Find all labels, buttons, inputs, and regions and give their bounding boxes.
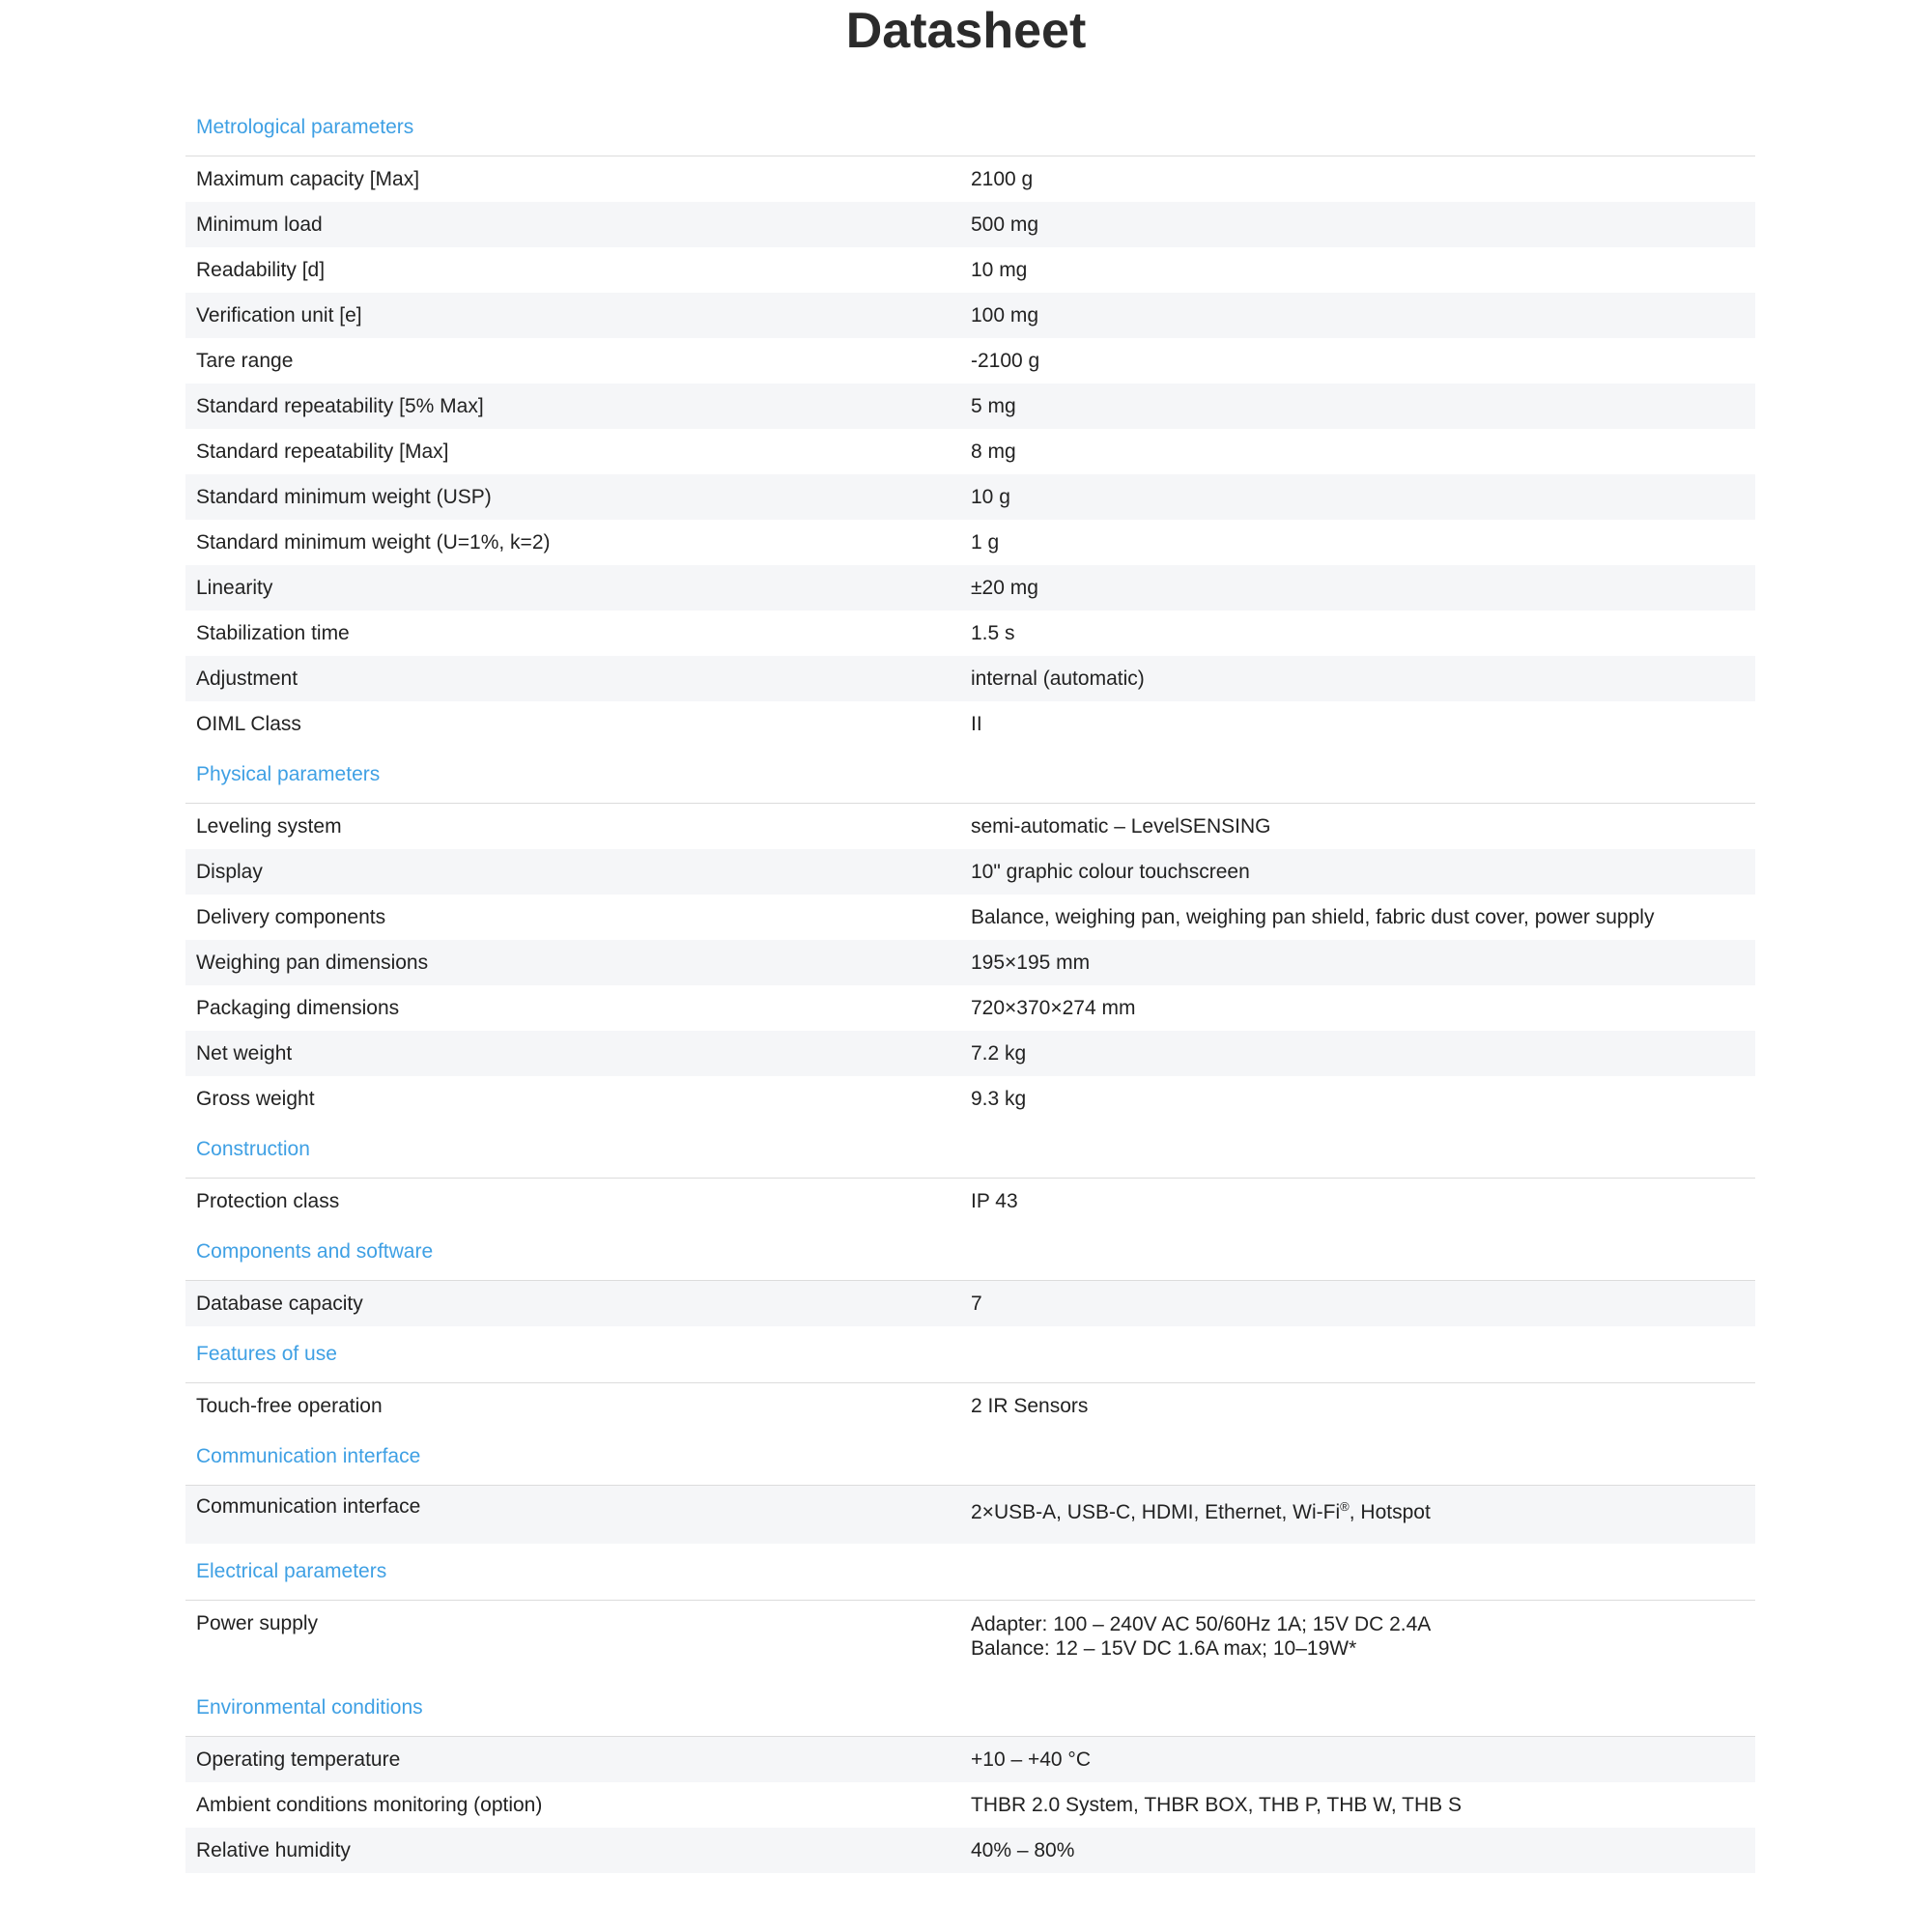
- table-row: [185, 895, 1755, 940]
- row-label: Gross weight: [196, 1087, 315, 1110]
- row-value: 2100 g: [971, 167, 1034, 190]
- section-header-metrological: Metrological parameters: [185, 99, 1755, 156]
- table-row: [185, 565, 1755, 611]
- table-row: [185, 1076, 1755, 1122]
- row-label: Standard repeatability [5% Max]: [196, 394, 484, 417]
- table-row: [185, 338, 1755, 384]
- table-row: [185, 474, 1755, 520]
- row-value: 1 g: [971, 530, 1000, 554]
- row-value: [971, 1495, 1755, 1524]
- table-row: [185, 656, 1755, 701]
- row-label: Minimum load: [196, 213, 323, 236]
- page-title: Datasheet: [845, 3, 1087, 59]
- row-label: Tare range: [196, 349, 294, 372]
- section-header-components: Components and software: [185, 1224, 1755, 1281]
- power-adapter-line: Adapter: 100 – 240V AC 50/60Hz 1A; 15V DC 2.4A: [971, 1613, 1432, 1635]
- row-label: Ambient conditions monitoring (option): [196, 1793, 543, 1816]
- row-value: ±20 mg: [971, 576, 1038, 599]
- table-row: [185, 247, 1755, 293]
- row-label: Operating temperature: [196, 1747, 401, 1771]
- power-balance-line: Balance: 12 – 15V DC 1.6A max; 10–19W*: [971, 1637, 1357, 1660]
- table-row: [185, 1179, 1755, 1224]
- datasheet-table: [185, 99, 1755, 1873]
- row-label: Standard minimum weight (U=1%, k=2): [196, 530, 551, 554]
- section-rows-environmental: [185, 1737, 1755, 1873]
- section-rows-electrical: [185, 1601, 1755, 1680]
- section-header-communication: Communication interface: [185, 1429, 1755, 1486]
- row-value: 5 mg: [971, 394, 1016, 417]
- row-value: 9.3 kg: [971, 1087, 1027, 1110]
- table-row: [185, 429, 1755, 474]
- table-row: [185, 1828, 1755, 1873]
- table-row: [185, 701, 1755, 747]
- row-label: Weighing pan dimensions: [196, 951, 429, 974]
- row-label: Database capacity: [196, 1292, 363, 1315]
- row-value: internal (automatic): [971, 667, 1145, 690]
- row-label: Standard minimum weight (USP): [196, 485, 492, 508]
- table-row: [185, 1486, 1755, 1544]
- row-label: Relative humidity: [196, 1838, 351, 1861]
- table-row: [185, 804, 1755, 849]
- row-label: Communication interface: [196, 1495, 421, 1518]
- table-row: [185, 1281, 1755, 1326]
- row-value: semi-automatic – LevelSENSING: [971, 814, 1271, 838]
- row-value: 1.5 s: [971, 621, 1015, 644]
- table-row: [185, 849, 1755, 895]
- row-label: Delivery components: [196, 905, 386, 928]
- row-label: Power supply: [196, 1612, 319, 1634]
- row-label: Touch-free operation: [196, 1394, 383, 1417]
- row-value: 7: [971, 1292, 982, 1315]
- row-label: Display: [196, 860, 263, 883]
- table-row: [185, 1782, 1755, 1828]
- table-row: [185, 384, 1755, 429]
- section-rows-metrological: [185, 156, 1755, 747]
- table-row: [185, 985, 1755, 1031]
- row-label: OIML Class: [196, 712, 301, 735]
- row-value: THBR 2.0 System, THBR BOX, THB P, THB W, THB S: [971, 1793, 1463, 1816]
- row-value: 720×370×274 mm: [971, 996, 1136, 1019]
- row-value: 7.2 kg: [971, 1041, 1027, 1065]
- section-rows-components: [185, 1281, 1755, 1326]
- table-row: [185, 202, 1755, 247]
- section-header-electrical: Electrical parameters: [185, 1544, 1755, 1601]
- row-label: Protection class: [196, 1189, 340, 1212]
- row-label: Stabilization time: [196, 621, 350, 644]
- row-value: II: [971, 712, 982, 735]
- section-header-construction: Construction: [185, 1122, 1755, 1179]
- comm-value-suffix: , Hotspot: [1349, 1501, 1431, 1523]
- row-value: 195×195 mm: [971, 951, 1091, 974]
- row-value: -2100 g: [971, 349, 1040, 372]
- section-header-environmental: Environmental conditions: [185, 1680, 1755, 1737]
- section-rows-physical: [185, 804, 1755, 1122]
- table-row: [185, 156, 1755, 202]
- table-row: [185, 940, 1755, 985]
- table-row: [185, 1031, 1755, 1076]
- row-value: +10 – +40 °C: [971, 1747, 1091, 1771]
- row-label: Readability [d]: [196, 258, 326, 281]
- row-value: 2 IR Sensors: [971, 1394, 1089, 1417]
- table-row: [185, 611, 1755, 656]
- section-rows-communication: [185, 1486, 1755, 1544]
- row-label: Verification unit [e]: [196, 303, 362, 327]
- table-row: [185, 1601, 1755, 1680]
- row-value: IP 43: [971, 1189, 1018, 1212]
- table-row: [185, 1737, 1755, 1782]
- section-header-features: Features of use: [185, 1326, 1755, 1383]
- registered-mark: ®: [1340, 1499, 1350, 1514]
- row-label: Adjustment: [196, 667, 298, 690]
- table-row: [185, 293, 1755, 338]
- comm-value-text: 2×USB-A, USB-C, HDMI, Ethernet, Wi-Fi: [971, 1501, 1341, 1523]
- section-rows-construction: [185, 1179, 1755, 1224]
- row-value: 500 mg: [971, 213, 1039, 236]
- row-value: 40% – 80%: [971, 1838, 1075, 1861]
- row-label: Maximum capacity [Max]: [196, 167, 420, 190]
- table-row: [185, 520, 1755, 565]
- row-value: [971, 1612, 1755, 1661]
- row-value: 10" graphic colour touchscreen: [971, 860, 1250, 883]
- row-value: 8 mg: [971, 440, 1016, 463]
- row-value: 10 g: [971, 485, 1010, 508]
- row-value: Balance, weighing pan, weighing pan shield, fabric dust cover, power supply: [971, 905, 1655, 928]
- row-label: Net weight: [196, 1041, 293, 1065]
- row-label: Standard repeatability [Max]: [196, 440, 449, 463]
- row-label: Leveling system: [196, 814, 342, 838]
- row-label: Packaging dimensions: [196, 996, 400, 1019]
- row-value: 10 mg: [971, 258, 1028, 281]
- table-row: [185, 1383, 1755, 1429]
- row-label: Linearity: [196, 576, 273, 599]
- section-rows-features: [185, 1383, 1755, 1429]
- row-value: 100 mg: [971, 303, 1039, 327]
- section-header-physical: Physical parameters: [185, 747, 1755, 804]
